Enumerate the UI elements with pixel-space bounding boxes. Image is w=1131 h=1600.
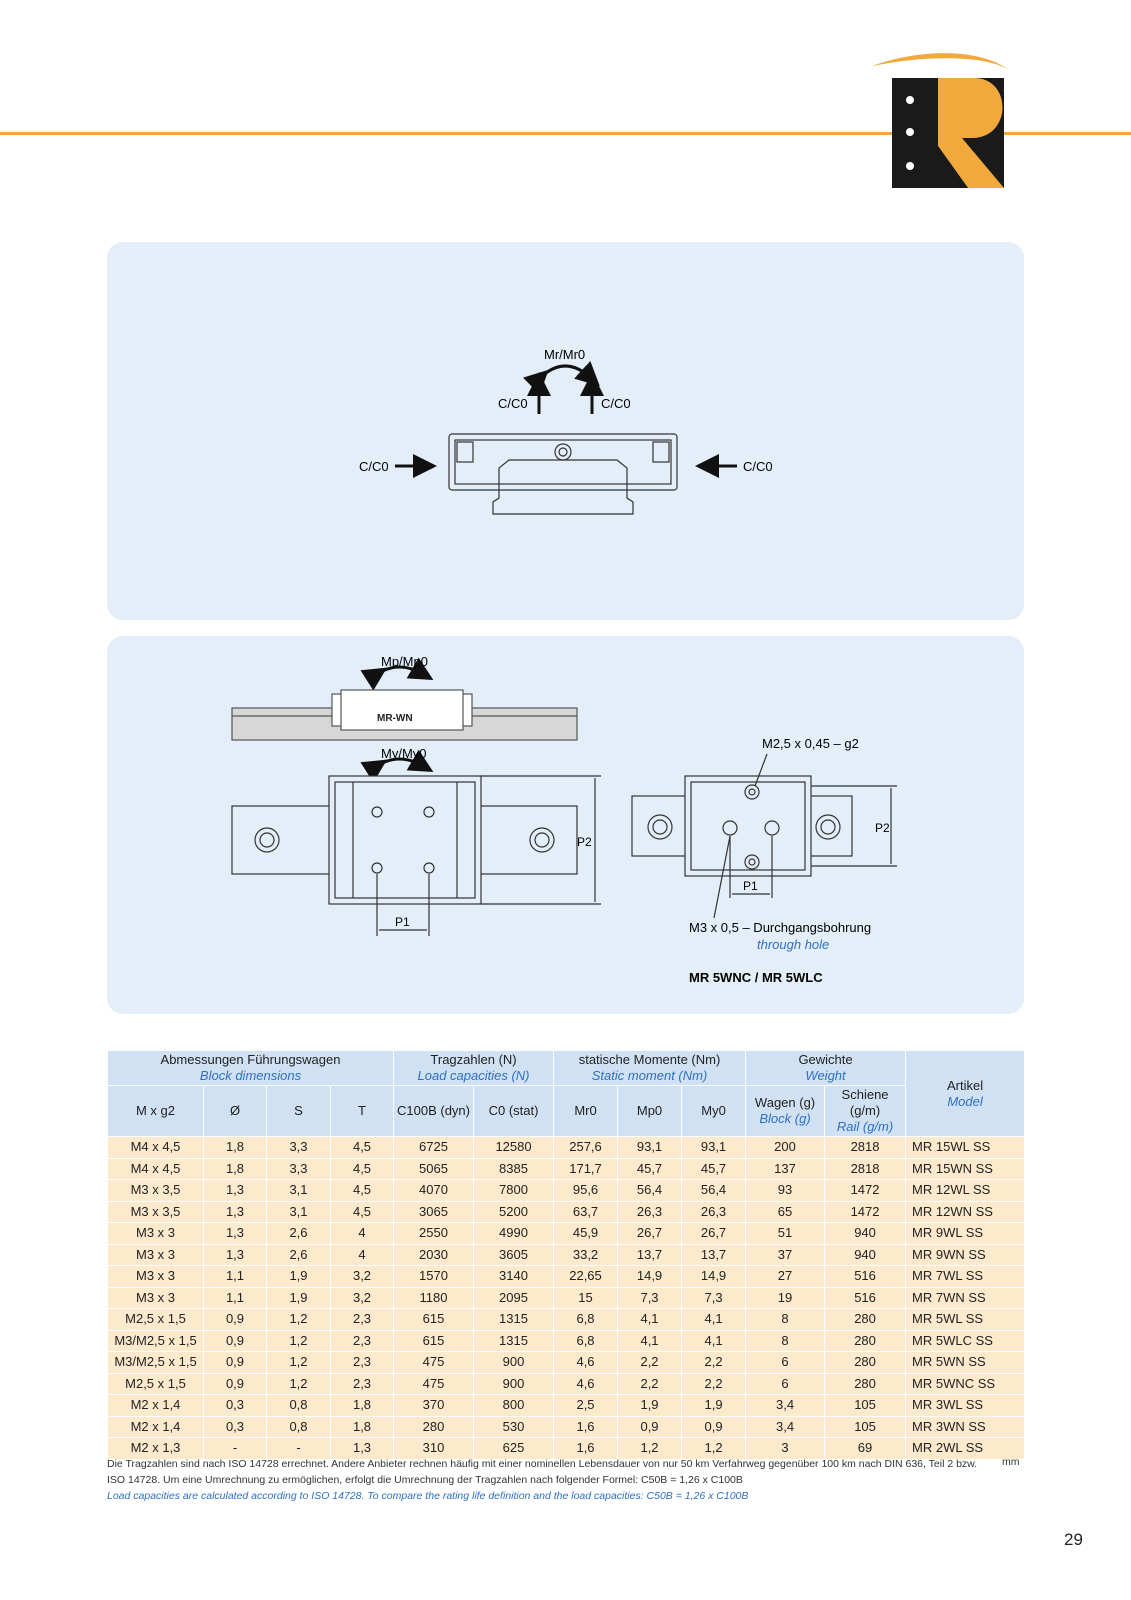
table-cell: 2,5 — [554, 1395, 618, 1417]
table-cell: 26,7 — [618, 1223, 682, 1245]
dimension-diagram — [107, 636, 1024, 1014]
table-cell: M4 x 4,5 — [108, 1158, 204, 1180]
block-label: MR-WN — [377, 713, 413, 724]
table-cell: 370 — [394, 1395, 474, 1417]
model-cell: MR 7WN SS — [906, 1287, 1025, 1309]
table-cell: 56,4 — [618, 1180, 682, 1202]
table-cell: 0,9 — [204, 1309, 267, 1331]
table-cell: 3065 — [394, 1201, 474, 1223]
table-cell: 4,5 — [331, 1201, 394, 1223]
group-model: Artikel Model — [906, 1051, 1025, 1137]
col-rail-weight: Schiene (g/m) Rail (g/m) — [825, 1086, 906, 1137]
table-cell: 3,2 — [331, 1266, 394, 1288]
table-cell: 8385 — [474, 1158, 554, 1180]
table-cell: 200 — [746, 1137, 825, 1159]
table-cell: 2,6 — [267, 1223, 331, 1245]
table-cell: 2,3 — [331, 1330, 394, 1352]
table-cell: 4,1 — [618, 1330, 682, 1352]
table-cell: 13,7 — [682, 1244, 746, 1266]
table-cell: 8 — [746, 1330, 825, 1352]
table-cell: 1180 — [394, 1287, 474, 1309]
table-cell: 105 — [825, 1416, 906, 1438]
p2-label-left: P2 — [577, 835, 592, 849]
table-cell: 6 — [746, 1352, 825, 1374]
table-cell: 45,7 — [618, 1158, 682, 1180]
p1-label-right: P1 — [743, 879, 758, 893]
model-cell: MR 2WL SS — [906, 1438, 1025, 1460]
table-cell: 280 — [825, 1309, 906, 1331]
table-cell: M3/M2,5 x 1,5 — [108, 1330, 204, 1352]
table-cell: 69 — [825, 1438, 906, 1460]
table-cell: 4990 — [474, 1223, 554, 1245]
table-cell: 1,2 — [618, 1438, 682, 1460]
table-cell: 1,2 — [267, 1373, 331, 1395]
table-cell: 475 — [394, 1352, 474, 1374]
table-cell: 1,3 — [204, 1180, 267, 1202]
model-cell: MR 15WN SS — [906, 1158, 1025, 1180]
table-cell: 93,1 — [618, 1137, 682, 1159]
table-cell: 45,7 — [682, 1158, 746, 1180]
table-cell: 1,1 — [204, 1287, 267, 1309]
table-cell: 13,7 — [618, 1244, 682, 1266]
p2-label-right: P2 — [875, 821, 890, 835]
table-cell: M3 x 3 — [108, 1223, 204, 1245]
table-cell: 37 — [746, 1244, 825, 1266]
table-cell: 3,3 — [267, 1137, 331, 1159]
table-row — [108, 1137, 1025, 1159]
table-cell: M3 x 3 — [108, 1244, 204, 1266]
table-cell: 1,2 — [267, 1352, 331, 1374]
col-s: S — [267, 1086, 331, 1137]
table-cell: 7,3 — [618, 1287, 682, 1309]
table-cell: 137 — [746, 1158, 825, 1180]
table-cell: M2,5 x 1,5 — [108, 1309, 204, 1331]
table-group-header-row — [108, 1051, 1025, 1086]
table-cell: 280 — [825, 1373, 906, 1395]
table-cell: 0,3 — [204, 1395, 267, 1417]
model-cell: MR 3WN SS — [906, 1416, 1025, 1438]
table-cell: 26,3 — [618, 1201, 682, 1223]
table-cell: 2,3 — [331, 1373, 394, 1395]
table-cell: 1,9 — [682, 1395, 746, 1417]
table-cell: 2,6 — [267, 1244, 331, 1266]
table-row — [108, 1309, 1025, 1331]
company-logo — [862, 50, 1024, 192]
group-static-moment: statische Momente (Nm) Static moment (Nm) — [554, 1051, 746, 1086]
table-cell: 280 — [825, 1352, 906, 1374]
col-c0: C0 (stat) — [474, 1086, 554, 1137]
table-cell: 257,6 — [554, 1137, 618, 1159]
table-row — [108, 1287, 1025, 1309]
load-right-label: C/C0 — [743, 459, 773, 474]
table-cell: 7800 — [474, 1180, 554, 1202]
table-cell: 1,8 — [331, 1395, 394, 1417]
table-cell: 3,3 — [267, 1158, 331, 1180]
table-row — [108, 1395, 1025, 1417]
table-cell: 7,3 — [682, 1287, 746, 1309]
table-cell: M4 x 4,5 — [108, 1137, 204, 1159]
table-cell: 4,1 — [682, 1330, 746, 1352]
table-cell: 3605 — [474, 1244, 554, 1266]
table-cell: 1,9 — [267, 1287, 331, 1309]
table-row — [108, 1352, 1025, 1374]
table-cell: 900 — [474, 1373, 554, 1395]
table-cell: 1,3 — [204, 1223, 267, 1245]
table-cell: 1,2 — [267, 1330, 331, 1352]
table-cell: 33,2 — [554, 1244, 618, 1266]
table-cell: M3 x 3 — [108, 1266, 204, 1288]
hole-label-en: through hole — [757, 937, 830, 952]
table-cell: - — [204, 1438, 267, 1460]
table-cell: 2030 — [394, 1244, 474, 1266]
thread-label: M2,5 x 0,45 – g2 — [762, 736, 859, 751]
load-left-label: C/C0 — [359, 459, 389, 474]
table-cell: 1,9 — [267, 1266, 331, 1288]
table-cell: 19 — [746, 1287, 825, 1309]
page-number: 29 — [1064, 1530, 1083, 1549]
table-cell: 65 — [746, 1201, 825, 1223]
table-cell: 4 — [331, 1223, 394, 1245]
table-row — [108, 1201, 1025, 1223]
table-cell: M2,5 x 1,5 — [108, 1373, 204, 1395]
table-cell: 0,8 — [267, 1395, 331, 1417]
table-cell: 14,9 — [618, 1266, 682, 1288]
table-cell: 475 — [394, 1373, 474, 1395]
table-cell: 51 — [746, 1223, 825, 1245]
table-cell: 1,6 — [554, 1416, 618, 1438]
col-block-weight: Wagen (g) Block (g) — [746, 1086, 825, 1137]
table-cell: M2 x 1,4 — [108, 1395, 204, 1417]
table-cell: 516 — [825, 1287, 906, 1309]
table-cell: 1,3 — [204, 1244, 267, 1266]
table-cell: 4,1 — [618, 1309, 682, 1331]
table-cell: 1472 — [825, 1180, 906, 1202]
side-moment-label: Mp/Mp0 — [381, 654, 428, 669]
table-cell: 280 — [394, 1416, 474, 1438]
model-cell: MR 9WN SS — [906, 1244, 1025, 1266]
table-cell: 1,8 — [204, 1158, 267, 1180]
col-mxg: M x g2 — [108, 1086, 204, 1137]
table-cell: 940 — [825, 1223, 906, 1245]
table-cell: M3 x 3 — [108, 1287, 204, 1309]
table-cell: 900 — [474, 1352, 554, 1374]
table-cell: 56,4 — [682, 1180, 746, 1202]
table-cell: 3,1 — [267, 1180, 331, 1202]
table-cell: 530 — [474, 1416, 554, 1438]
table-cell: 2,2 — [682, 1373, 746, 1395]
table-cell: 0,8 — [267, 1416, 331, 1438]
table-cell: 6725 — [394, 1137, 474, 1159]
table-cell: 1,8 — [204, 1137, 267, 1159]
table-cell: 45,9 — [554, 1223, 618, 1245]
table-cell: 105 — [825, 1395, 906, 1417]
table-cell: 1,3 — [331, 1438, 394, 1460]
table-cell: 1,2 — [682, 1438, 746, 1460]
table-cell: 6 — [746, 1373, 825, 1395]
table-cell: 1,2 — [267, 1309, 331, 1331]
model-cell: MR 7WL SS — [906, 1266, 1025, 1288]
table-row — [108, 1244, 1025, 1266]
group-load-capacities: Tragzahlen (N) Load capacities (N) — [394, 1051, 554, 1086]
table-cell: 4,6 — [554, 1373, 618, 1395]
table-cell: 26,3 — [682, 1201, 746, 1223]
group-weight: Gewichte Weight — [746, 1051, 906, 1086]
table-cell: 0,9 — [204, 1330, 267, 1352]
table-cell: 22,65 — [554, 1266, 618, 1288]
table-cell: 1570 — [394, 1266, 474, 1288]
table-cell: 2,2 — [618, 1352, 682, 1374]
table-cell: 0,9 — [618, 1416, 682, 1438]
table-cell: 6,8 — [554, 1330, 618, 1352]
footnote-de: Die Tragzahlen sind nach ISO 14728 errechnet. Andere Anbieter rechnen häufig mit einer nominellen Lebensdauer von nur 50 km Verfahrweg gegenüber 100 km nach DIN 636, Teil 2 bzw. ISO 14728. Um eine Umrechnung zu ermöglichen, erfolgt die Umrechnung der Tragzahlen nach folgender Formel: C50B = 1,26 x C100B — [107, 1458, 978, 1486]
moment-arc-icon — [540, 366, 591, 378]
table-cell: 1315 — [474, 1309, 554, 1331]
model-cell: MR 12WN SS — [906, 1201, 1025, 1223]
table-cell: 3140 — [474, 1266, 554, 1288]
col-my: My0 — [682, 1086, 746, 1137]
table-cell: 2,2 — [618, 1373, 682, 1395]
table-cell: 1472 — [825, 1201, 906, 1223]
table-cell: 63,7 — [554, 1201, 618, 1223]
table-cell: 800 — [474, 1395, 554, 1417]
table-cell: 0,9 — [204, 1373, 267, 1395]
table-cell: 4,5 — [331, 1180, 394, 1202]
col-diameter: Ø — [204, 1086, 267, 1137]
table-cell: 2095 — [474, 1287, 554, 1309]
table-cell: 310 — [394, 1438, 474, 1460]
table-cell: 3,2 — [331, 1287, 394, 1309]
table-cell: 2818 — [825, 1137, 906, 1159]
table-cell: 3 — [746, 1438, 825, 1460]
table-cell: 14,9 — [682, 1266, 746, 1288]
table-cell: 615 — [394, 1330, 474, 1352]
table-row — [108, 1330, 1025, 1352]
col-mp: Mp0 — [618, 1086, 682, 1137]
table-cell: M2 x 1,4 — [108, 1416, 204, 1438]
model-cell: MR 5WLC SS — [906, 1330, 1025, 1352]
load-top-right-label: C/C0 — [601, 396, 631, 411]
block-cross-section — [449, 434, 677, 514]
table-cell: 4 — [331, 1244, 394, 1266]
model-cell: MR 15WL SS — [906, 1137, 1025, 1159]
table-cell: 93,1 — [682, 1137, 746, 1159]
table-cell: 3,1 — [267, 1201, 331, 1223]
table-cell: 1,9 — [618, 1395, 682, 1417]
footnote — [107, 1456, 987, 1504]
table-cell: 5065 — [394, 1158, 474, 1180]
model-caption: MR 5WNC / MR 5WLC — [689, 970, 823, 985]
table-cell: 3,4 — [746, 1395, 825, 1417]
table-cell: 8 — [746, 1309, 825, 1331]
model-cell: MR 5WN SS — [906, 1352, 1025, 1374]
table-cell: 0,9 — [682, 1416, 746, 1438]
table-cell: M2 x 1,3 — [108, 1438, 204, 1460]
table-cell: 1,3 — [204, 1201, 267, 1223]
table-cell: M3/M2,5 x 1,5 — [108, 1352, 204, 1374]
table-cell: 1,8 — [331, 1416, 394, 1438]
top-moment-label: My/My0 — [381, 746, 427, 761]
table-cell: 95,6 — [554, 1180, 618, 1202]
table-cell: 280 — [825, 1330, 906, 1352]
table-cell: 1,1 — [204, 1266, 267, 1288]
load-direction-diagram — [107, 242, 1024, 620]
footnote-en: Load capacities are calculated according to ISO 14728. To compare the rating life definition and the load capacities: C50B = 1,26 x C100B — [107, 1490, 749, 1502]
table-cell: 940 — [825, 1244, 906, 1266]
specification-table — [107, 1050, 1025, 1460]
table-cell: 5200 — [474, 1201, 554, 1223]
group-block-dimensions: Abmessungen Führungswagen Block dimensions — [108, 1051, 394, 1086]
table-cell: 2,2 — [682, 1352, 746, 1374]
model-cell: MR 3WL SS — [906, 1395, 1025, 1417]
table-cell: 516 — [825, 1266, 906, 1288]
table-cell: 625 — [474, 1438, 554, 1460]
table-cell: 4,5 — [331, 1158, 394, 1180]
col-t: T — [331, 1086, 394, 1137]
hole-label-de: M3 x 0,5 – Durchgangsbohrung — [689, 920, 872, 935]
table-cell: 4,6 — [554, 1352, 618, 1374]
moment-label: Mr/Mr0 — [544, 347, 586, 362]
table-cell: 93 — [746, 1180, 825, 1202]
table-cell: 12580 — [474, 1137, 554, 1159]
table-cell: 0,9 — [204, 1352, 267, 1374]
table-row — [108, 1266, 1025, 1288]
load-direction-panel — [107, 242, 1024, 620]
table-cell: M3 x 3,5 — [108, 1201, 204, 1223]
table-cell: 2550 — [394, 1223, 474, 1245]
table-cell: 4,5 — [331, 1137, 394, 1159]
table-cell: - — [267, 1438, 331, 1460]
table-cell: 3,4 — [746, 1416, 825, 1438]
table-cell: 615 — [394, 1309, 474, 1331]
table-cell: 27 — [746, 1266, 825, 1288]
table-cell: 0,3 — [204, 1416, 267, 1438]
table-cell: M3 x 3,5 — [108, 1180, 204, 1202]
table-cell: 2,3 — [331, 1309, 394, 1331]
table-cell: 15 — [554, 1287, 618, 1309]
table-cell: 26,7 — [682, 1223, 746, 1245]
table-row — [108, 1180, 1025, 1202]
col-mr: Mr0 — [554, 1086, 618, 1137]
model-cell: MR 9WL SS — [906, 1223, 1025, 1245]
table-cell: 2,3 — [331, 1352, 394, 1374]
model-cell: MR 5WL SS — [906, 1309, 1025, 1331]
table-row — [108, 1223, 1025, 1245]
model-cell: MR 5WNC SS — [906, 1373, 1025, 1395]
col-c100: C100B (dyn) — [394, 1086, 474, 1137]
table-cell: 1,6 — [554, 1438, 618, 1460]
p1-label-left: P1 — [395, 915, 410, 929]
top-view-left-drawing — [232, 776, 601, 936]
table-row — [108, 1158, 1025, 1180]
unit-label: mm — [1002, 1456, 1020, 1468]
top-view-right-drawing — [632, 754, 897, 918]
table-column-header-row — [108, 1086, 1025, 1137]
model-cell: MR 12WL SS — [906, 1180, 1025, 1202]
table-cell: 4,1 — [682, 1309, 746, 1331]
table-row — [108, 1416, 1025, 1438]
table-cell: 2818 — [825, 1158, 906, 1180]
table-cell: 1315 — [474, 1330, 554, 1352]
table-cell: 171,7 — [554, 1158, 618, 1180]
table-row — [108, 1373, 1025, 1395]
table-cell: 4070 — [394, 1180, 474, 1202]
table-cell: 6,8 — [554, 1309, 618, 1331]
table-body — [108, 1137, 1025, 1460]
load-top-left-label: C/C0 — [498, 396, 528, 411]
dimension-drawing-panel — [107, 636, 1024, 1014]
